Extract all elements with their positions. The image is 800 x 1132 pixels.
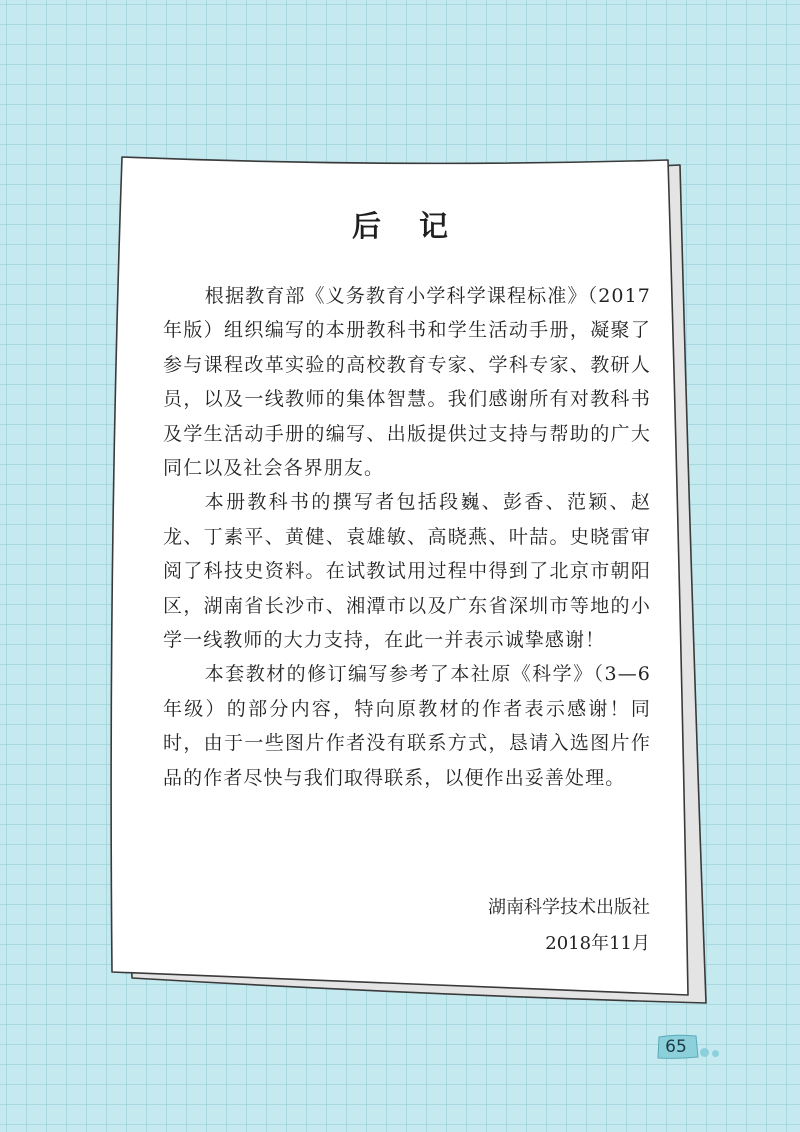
publication-date: 2018年11月 — [545, 933, 650, 954]
paragraph-revision-note: 本套教材的修订编写参考了本社原《科学》（3—6年级）的部分内容，特向原教材的作者表示感谢！同时，由于一些图片作者没有联系方式，恳请入选图片作品的作者尽快与我们取得联系，以便作出妥善处理。 — [163, 663, 651, 789]
decorative-dot — [700, 1048, 709, 1057]
publisher-name: 湖南科学技术出版社 — [488, 897, 650, 918]
signature-block — [488, 890, 650, 962]
paragraph-authors: 本册教科书的撰写者包括段巍、彭香、范颖、赵龙、丁素平、黄健、袁雄敏、高晓燕、叶喆。史晓雷审阅了科技史资料。在试教试用过程中得到了北京市朝阳区，湖南省长沙市、湘潭市以及广东省深圳市等地的小学一线教师的大力支持，在此一并表示诚挚感谢！ — [163, 491, 651, 652]
decorative-dot — [712, 1050, 719, 1057]
page-number-badge — [656, 1033, 700, 1061]
paragraph-acknowledgements: 根据教育部《义务教育小学科学课程标准》（2017年版）组织编写的本册教科书和学生活动手册，凝聚了参与课程改革实验的高校教育专家、学科专家、教研人员，以及一线教师的集体智慧。我们感谢所有对教科书及学生活动手册的编写、出版提供过支持与帮助的广大同仁以及社会各界朋友。 — [163, 285, 651, 480]
page-number: 65 — [665, 1037, 687, 1057]
afterword-body — [163, 279, 651, 795]
page-title: 后 记 — [351, 209, 463, 243]
